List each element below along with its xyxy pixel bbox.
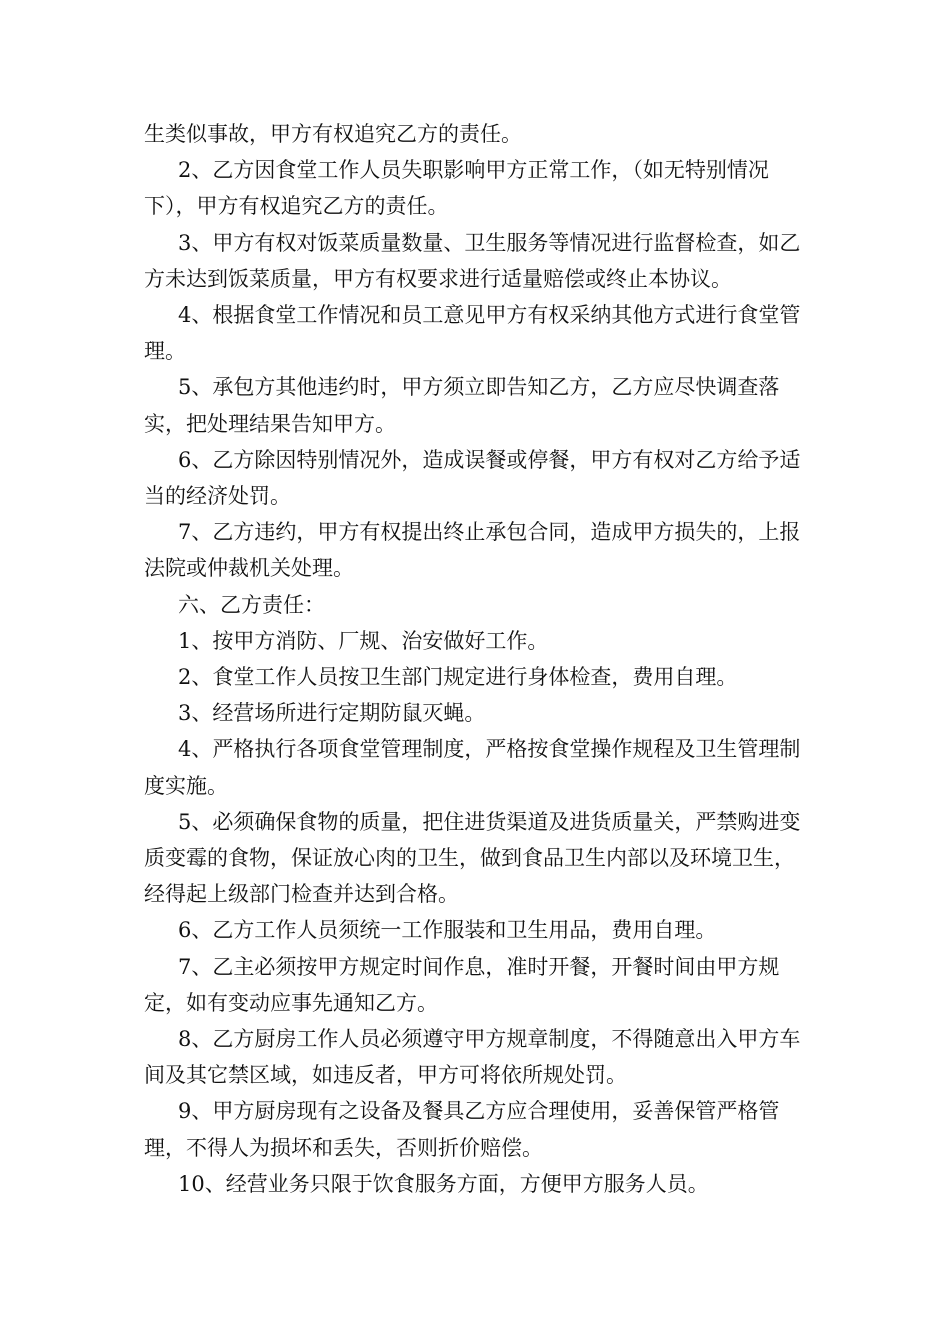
paragraph-clause-6-5: 5、必须确保食物的质量，把住进货渠道及进货质量关，严禁购进变质变霉的食物，保证放心肉的卫生，做到食品卫生内部以及环境卫生，经得起上级部门检查并达到合格。: [144, 809, 801, 907]
paragraph-clause-5-6: 6、乙方除因特别情况外，造成误餐或停餐，甲方有权对乙方给予适当的经济处罚。: [144, 447, 801, 509]
paragraph-clause-5-4: 4、根据食堂工作情况和员工意见甲方有权采纳其他方式进行食堂管理。: [144, 303, 801, 364]
paragraph-clause-5-5: 5、承包方其他违约时，甲方须立即告知乙方，乙方应尽快调查落实，把处理结果告知甲方。: [144, 375, 780, 436]
paragraph-clause-6-1: 1、按甲方消防、厂规、治安做好工作。: [178, 628, 549, 653]
section-heading-6: 六、乙方责任：: [178, 592, 325, 617]
paragraph-clause-6-4: 4、严格执行各项食堂管理制度，严格按食堂操作规程及卫生管理制度实施。: [144, 737, 801, 798]
paragraph-clause-6-2: 2、食堂工作人员按卫生部门规定进行身体检查，费用自理。: [178, 665, 738, 690]
paragraph-continuation: 生类似事故，甲方有权追究乙方的责任。: [144, 122, 522, 146]
paragraph-clause-6-8: 8、乙方厨房工作人员必须遵守甲方规章制度，不得随意出入甲方车间及其它禁区域，如违反者，甲方可将依所规处罚。: [144, 1027, 801, 1088]
document-body: [144, 116, 806, 1202]
paragraph-clause-6-9: 9、甲方厨房现有之设备及餐具乙方应合理使用，妥善保管严格管理，不得人为损坏和丢失，否则折价赔偿。: [144, 1099, 780, 1160]
paragraph-clause-6-3: 3、经营场所进行定期防鼠灭蝇。: [178, 701, 486, 726]
paragraph-clause-5-2: 2、乙方因食堂工作人员失职影响甲方正常工作，（如无特别情况下），甲方有权追究乙方的责任。: [144, 158, 769, 219]
paragraph-clause-6-6: 6、乙方工作人员须统一工作服装和卫生用品，费用自理。: [178, 918, 717, 943]
paragraph-clause-6-10: 10、经营业务只限于饮食服务方面，方便甲方服务人员。: [178, 1171, 709, 1196]
paragraph-clause-5-3: 3、甲方有权对饭菜质量数量、卫生服务等情况进行监督检查，如乙方未达到饭菜质量，甲方有权要求进行适量赔偿或终止本协议。: [144, 230, 801, 291]
paragraph-clause-6-7: 7、乙主必须按甲方规定时间作息，准时开餐，开餐时间由甲方规定，如有变动应事先通知乙方。: [144, 954, 780, 1015]
paragraph-clause-5-7: 7、乙方违约，甲方有权提出终止承包合同，造成甲方损失的，上报法院或仲裁机关处理。: [144, 520, 801, 581]
